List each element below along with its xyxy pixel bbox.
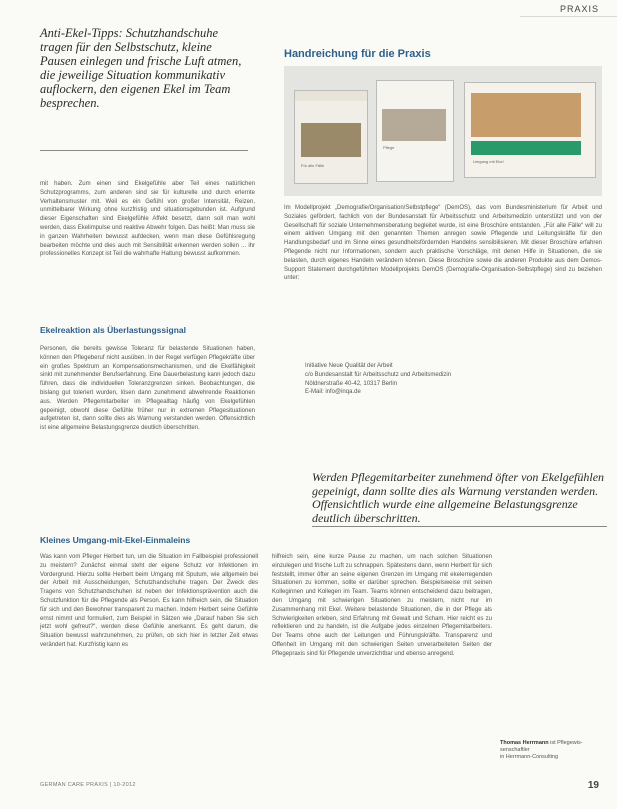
publisher-line: Initiative Neue Qualität der Arbeit [305,363,393,369]
brochure-cover-1 [294,90,368,184]
handout-title: Handreichung für die Praxis [284,48,431,60]
intro-paragraph: mit haben. Zum einen sind Ekelgefühle aber Teil eines natürlichen Schutzprogramms, zum anderen sind sie für kulturelle und durch erlernte Verhaltensmuster mit. Weil es ein Gefühl von großer Intensität, Reizen, unmittelbarer Wirkung ohne kurzfristig und situationsgebunden ist. Aufgrund dieser Eigenschaften sind Ekelgefühle Affekt besetzt, dann soll man wohl werden, dass Ekelimpulse und reaktive Abwehr folgen. Das heißt: Man muss sie in ganzen Wahrheiten bewusst aufdecken, wenn man diese Gefühlsregung bearbeiten möchte und dies auch mit Sensibilität erkennen werden sollen ... ihr professionelles Konzept ist Teil die wahrhafte Haltung bewusst aufkommen. [40,181,255,258]
brochure-caption-3: Umgang mit Ekel [473,159,504,164]
handout-text [284,204,602,289]
page-number: 19 [587,780,599,791]
author-bio: in Herrmann-Consulting [500,754,559,760]
brochure-caption-2: Pflege [383,145,395,150]
section-overload-text: Personen, die bereits gewisse Toleranz für belastende Situationen haben, können den Pflegeberuf nicht ausüben. In der Regel verfügen Pflegekräfte über ein großes Spektrum an Kompensationsmechanismen, und die Ekelfähigkeit sinkt mit zunehmender Berufserfahrung. Eine Dauerbelastung kann jedoch dazu führen, dass die individuellen Toleranzgrenzen sinken. Beobachtungen, die bislang gut toleriert wurden, lösen dann zunehmend abwehrende Reaktionen aus. Werden Pflegemitarbeiter im Pflegealltag häufig von Ekelgefühlen gepeinigt, obwohl diese Gefühle früher nur in extremen Pflegesituationen aufgetreten ist, dann sollte dies als Warnung verstanden werden. Offensichtlich ist eine allgemeine Belastungsgrenze deutlich überschritten. [40,346,255,432]
section-heading-disgust-basics: Kleines Umgang-mit-Ekel-Einmaleins [40,535,191,545]
section-basics-col2: hilfreich sein, eine kurze Pause zu machen, um nach solchen Situationen einzulegen und frische Luft zu schnappen. Spätestens dann, wenn Herbert für sich feststellt, immer öfter an seine eigenen Grenzen im Umgang mit ekelerregenden Situationen zu kommen, sollte er darüber sprechen. Beispielsweise mit seinen Kolleginnen und Kollegen im Team. Teams können entscheidend dazu beitragen, den Umgang mit schwierigen Situationen zu meistern, nicht nur im Zusammenhang mit Ekel. Weitere belastende Situationen, die in der Pflege als Schwierigkeiten erleben, sind Erfahrung mit Gewalt und Scham. Hier reicht es zu reflektieren und zu handeln, ist die Aufgabe jedes einzelnen Pflegemitarbeiters. Der Teams ohne auch der Leitungen und Führungskräfte. Transparenz und Offenheit im Umgang mit den schwierigen Seiten unverarbeiteten Seiten der Pflegepraxis sind für Pflegende unverzichtbar und ebenso anregend. [272,554,492,657]
publisher-line: c/o Bundesanstalt für Arbeitsschutz und Arbeitsmedizin [305,371,452,378]
author-bio: ist Pflegewis- [550,740,583,746]
pull-quote-tips: Anti-Ekel-Tipps: Schutzhandschuhe tragen für den Selbstschutz, kleine Pausen einlegen und frische Luft atmen, die jeweilige Situation kommunikativ auflockern, den eigenen Ekel im Team besprechen. [40,26,242,110]
brochure-image [284,66,602,196]
author-credit [500,740,610,761]
publisher-address [305,362,451,397]
section-label: PRAXIS [559,4,599,14]
brochure-cover-2 [376,80,454,182]
pull-quote-warning: Werden Pflegemitarbeiter zunehmend öfter von Ekelgefühlen gepeinigt, dann sollte dies als Warnung verstanden werden. Offensichtlich wurde eine allgemeine Belastungsgrenze deutlich überschritten. [312,470,605,525]
pull-quote-rule [40,150,248,151]
pull-quote-rule [312,526,607,527]
publisher-email-link[interactable]: E-Mail: info@inqa.de [305,389,361,396]
header-rule [520,16,617,17]
section-heading-overload: Ekelreaktion als Überlastungssignal [40,325,186,335]
brochure-cover-3 [464,82,596,178]
author-bio: senschaftler [500,747,530,753]
section-basics-col1: Was kann vom Pfleger Herbert tun, um die Situation im Fallbeispiel professionell zu meistern? Zunächst einmal steht der eigene Schutz vor Infektionen im Vordergrund. Hierzu sollte Herbert beim Umgang mit Sputum, wie allgemein bei der Arbeit mit Ausscheidungen, Schutzhandschuhe tragen. Der Zweck des Tragens von Schutzhandschuhen ist neben der Infektionsprävention auch die Schutzfunktion für die Pflegende als Person. Es kann hilfreich sein, die Situation für sich und den Bewohner transparent zu machen. Indem Herbert seine Gefühle ernst nimmt und formuliert, zum Beispiel in Sätzen wie „Darauf haben Sie sich jetzt wohl gefreut?“, werden diese Gefühle anerkannt. Es geht darum, die Situation bewusst wahrzunehmen, zu prüfen, ob sich hier in letzter Zeit etwas verändert hat. Kurzfristig kann es [40,554,258,648]
publisher-line: Nöldnerstraße 40-42, 10317 Berlin [305,380,398,387]
brochure-caption-1: Für alle Fälle [301,163,325,168]
footer-publication: GERMAN CARE PRAXIS | 10-2012 [40,782,136,788]
author-name: Thomas Herrmann [500,740,549,746]
handout-paragraph: Im Modellprojekt „Demografie/Organisation/Selbstpflege“ (DemOS), das vom Bundesministerium für Arbeit und Soziales gefördert, fachlich von der Bundesanstalt für Arbeitsschutz und Arbeitsmedizin unterstützt und von der Gesellschaft für soziale Unternehmensberatung begleitet wurde, ist eine Broschüre entstanden. „Für alle Fälle“ will zu einem aktiven Umgang mit den genannten Themen anregen sowie Pflegende und Leitungskräfte für den Handlungsbedarf und im Sinne eines gesundheitsfördernden Handelns sensibilisieren. Mit dieser Broschüre erfahren Pflegende nicht nur Informationen, sondern auch praktische Vorschläge, mit denen Hilfe in Situationen, die sie belasten, durch eigenes Handeln verändern können. Diese Broschüre sowie die anderen Produkte aus dem Demos-Support Statement durchgeführten Modellprojekts DemOS (Demografie-Organisation-Selbstpflege) sind zu beziehen unter: [284,205,602,282]
